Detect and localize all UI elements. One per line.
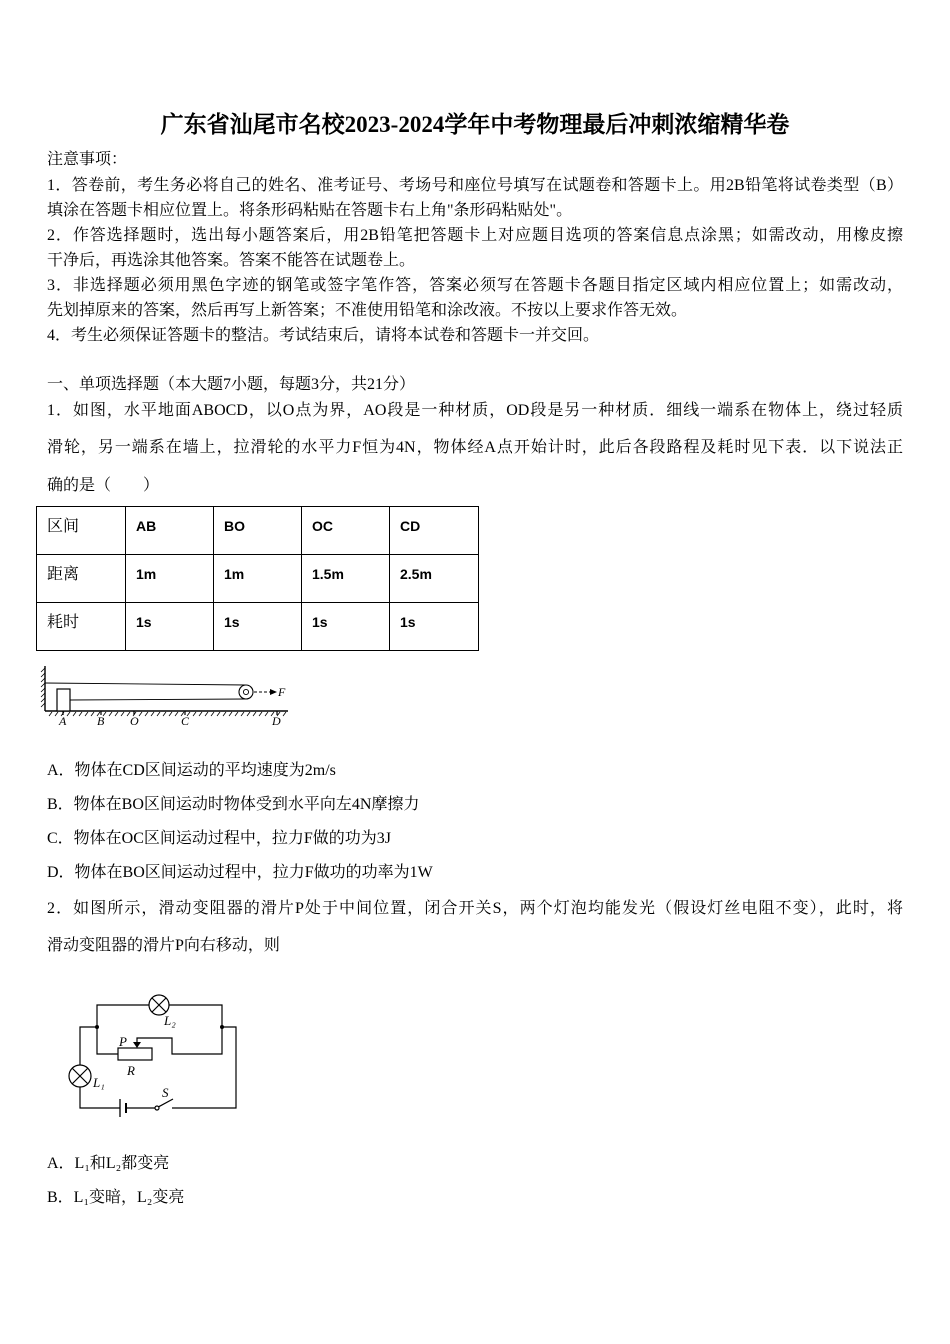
point-label-b: B: [97, 714, 105, 728]
table-cell: 2.5m: [390, 555, 479, 603]
notes-line: 4．考生必须保证答题卡的整洁。考试结束后，请将本试卷和答题卡一并交回。: [47, 327, 600, 344]
switch-lever: [159, 1099, 173, 1107]
question-1-option-b: B．物体在BO区间运动时物体受到水平向左4N摩擦力: [47, 796, 420, 813]
notes-line: 1．答卷前，考生务必将自己的姓名、准考证号、考场号和座位号填写在试题卷和答题卡上。用2B铅笔将试卷类型（B）: [47, 177, 903, 194]
table-cell: 1.5m: [302, 555, 390, 603]
slider-label: P: [119, 1034, 127, 1049]
slider-arrow-icon: [133, 1042, 141, 1048]
question-1-text: 1．如图，水平地面ABOCD，以O点为界，AO段是一种材质，OD段是另一种材质．细线一端系在物体上，绕过轻质: [47, 402, 903, 419]
lamp-l2-cross: [152, 998, 166, 1012]
point-label-a: A: [59, 714, 67, 728]
string-lower: [70, 699, 246, 700]
notes-line: 干净后，再选涂其他答案。答案不能答在试题卷上。: [47, 252, 416, 269]
wire-outer-bottom-left: [80, 1087, 120, 1108]
question-1-option-d: D．物体在BO区间运动过程中，拉力F做功的功率为1W: [47, 864, 433, 881]
force-label: F: [278, 685, 286, 699]
question-1-option-c: C．物体在OC区间运动过程中，拉力F做的功为3J: [47, 830, 392, 847]
wire-top-right: [169, 1005, 222, 1027]
table-cell: 1s: [390, 603, 479, 651]
question-1-text: 确的是（ ）: [47, 477, 160, 494]
point-label-c: C: [181, 714, 190, 728]
exam-title: 广东省汕尾市名校2023-2024学年中考物理最后冲刺浓缩精华卷: [160, 112, 790, 137]
table-cell: 1s: [302, 603, 390, 651]
wire-top-left: [97, 1005, 149, 1027]
table-row-label: 耗时: [37, 603, 126, 651]
table-header-cell: 区间: [37, 507, 126, 555]
ground-hatching: [49, 712, 286, 716]
junction-right: [220, 1025, 224, 1029]
table-header-cell: BO: [214, 507, 302, 555]
question-1-option-a: A．物体在CD区间运动的平均速度为2m/s: [47, 762, 336, 779]
question-1-text: 滑轮，另一端系在墙上，拉滑轮的水平力F恒为4N，物体经A点开始计时，此后各段路程及耗时见下表．以下说法正: [47, 439, 903, 456]
question-2-option-b: B．L₁变暗，L₂变亮: [47, 1189, 185, 1206]
wire-outer-right: [172, 1027, 236, 1108]
notes-line: 填涂在答题卡相应位置上。将条形码粘贴在答题卡右上角"条形码粘贴处"。: [47, 202, 573, 219]
point-label-o: O: [130, 714, 139, 728]
table-cell: 1s: [214, 603, 302, 651]
rheostat-label: R: [127, 1063, 135, 1078]
table-header-cell: AB: [126, 507, 214, 555]
notes-line: 先划掉原来的答案，然后再写上新答案；不准使用铅笔和涂改液。不按以上要求作答无效。: [47, 302, 688, 319]
table-header-cell: OC: [302, 507, 390, 555]
string-upper: [45, 683, 246, 685]
notes-line: 3．非选择题必须用黑色字迹的钢笔或签字笔作答，答案必须写在答题卡各题目指定区域内相应位置上；如需改动，: [47, 277, 903, 294]
table-cell: 1s: [126, 603, 214, 651]
switch-contact-icon: [155, 1106, 159, 1110]
notes-line: 2．作答选择题时，选出每小题答案后，用2B铅笔把答题卡上对应题目选项的答案信息点涂黑；如需改动，用橡皮擦: [47, 227, 903, 244]
question-2-text: 滑动变阻器的滑片P向右移动，则: [47, 937, 280, 954]
junction-left: [95, 1025, 99, 1029]
question-2-option-a: A．L₁和L₂都变亮: [47, 1155, 170, 1172]
table-row-label: 距离: [37, 555, 126, 603]
point-label-d: D: [272, 714, 281, 728]
lamp-l1-label: L₁: [93, 1075, 105, 1090]
table-header-cell: CD: [390, 507, 479, 555]
table-cell: 1m: [126, 555, 214, 603]
switch-label: S: [162, 1085, 169, 1100]
block: [57, 689, 70, 711]
question-2-text: 2．如图所示，滑动变阻器的滑片P处于中间位置，闭合开关S，两个灯泡均能发光（假设灯丝电阻不变），此时，将: [47, 900, 903, 917]
pulley: [239, 685, 253, 699]
wire-outer-left: [80, 1027, 97, 1065]
lamp-l1-cross: [73, 1069, 88, 1084]
table-cell: 1m: [214, 555, 302, 603]
rheostat-icon: [118, 1048, 152, 1060]
pulley-diagram: [36, 660, 296, 735]
distance-time-table: [36, 506, 479, 651]
notes-heading: 注意事项：: [47, 151, 128, 168]
wire-rheostat-left: [97, 1027, 118, 1054]
section-heading: 一、单项选择题（本大题7小题，每题3分，共21分）: [47, 376, 416, 393]
wire-slider: [137, 1027, 222, 1054]
lamp-l2-label: L₂: [164, 1013, 176, 1028]
circuit-diagram: [62, 985, 247, 1115]
